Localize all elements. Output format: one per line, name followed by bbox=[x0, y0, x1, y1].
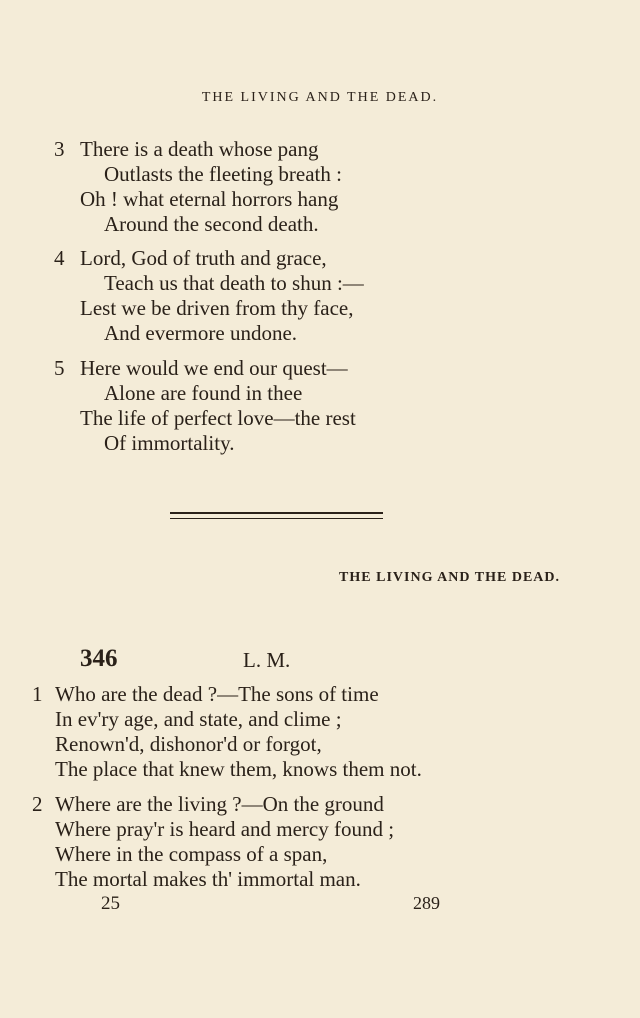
verse-line: And evermore undone. bbox=[104, 321, 298, 345]
verse-line: Who are the dead ?—The sons of time bbox=[55, 682, 379, 706]
divider-rule bbox=[170, 518, 383, 519]
verse-line: In ev'ry age, and state, and clime ; bbox=[55, 707, 342, 731]
verse-line: The life of perfect love—the rest bbox=[80, 406, 356, 430]
verse-line: Of immortality. bbox=[104, 431, 235, 455]
hymn-meter: L. M. bbox=[243, 648, 291, 672]
verse-line: Where pray'r is heard and mercy found ; bbox=[55, 817, 395, 841]
verse-line: Here would we end our quest— bbox=[80, 356, 348, 380]
signature-mark: 25 bbox=[101, 893, 120, 914]
verse-line: Where in the compass of a span, bbox=[55, 842, 328, 866]
verse-line: Around the second death. bbox=[104, 212, 319, 236]
section-title: THE LIVING AND THE DEAD. bbox=[339, 570, 560, 585]
verse-line: Outlasts the fleeting breath : bbox=[104, 162, 342, 186]
verse-line: Oh ! what eternal horrors hang bbox=[80, 187, 339, 211]
verse-line: Renown'd, dishonor'd or forgot, bbox=[55, 732, 322, 756]
verse-line: Lord, God of truth and grace, bbox=[80, 246, 327, 270]
stanza-number: 5 bbox=[54, 356, 65, 380]
verse-line: Lest we be driven from thy face, bbox=[80, 296, 354, 320]
stanza-number: 3 bbox=[54, 137, 65, 161]
verse-line: Teach us that death to shun :— bbox=[104, 271, 364, 295]
divider-rule bbox=[170, 512, 383, 514]
verse-line: Alone are found in thee bbox=[104, 381, 303, 405]
verse-line: The place that knew them, knows them not. bbox=[55, 757, 422, 781]
page-number: 289 bbox=[413, 893, 440, 913]
verse-line: Where are the living ?—On the ground bbox=[55, 792, 384, 816]
running-head: THE LIVING AND THE DEAD. bbox=[201, 90, 439, 105]
verse-line: The mortal makes th' immortal man. bbox=[55, 867, 361, 891]
stanza-number: 4 bbox=[54, 246, 65, 270]
verse-line: There is a death whose pang bbox=[80, 137, 319, 161]
stanza-number: 2 bbox=[32, 792, 43, 816]
hymn-number: 346 bbox=[80, 645, 118, 672]
stanza-number: 1 bbox=[32, 682, 43, 706]
